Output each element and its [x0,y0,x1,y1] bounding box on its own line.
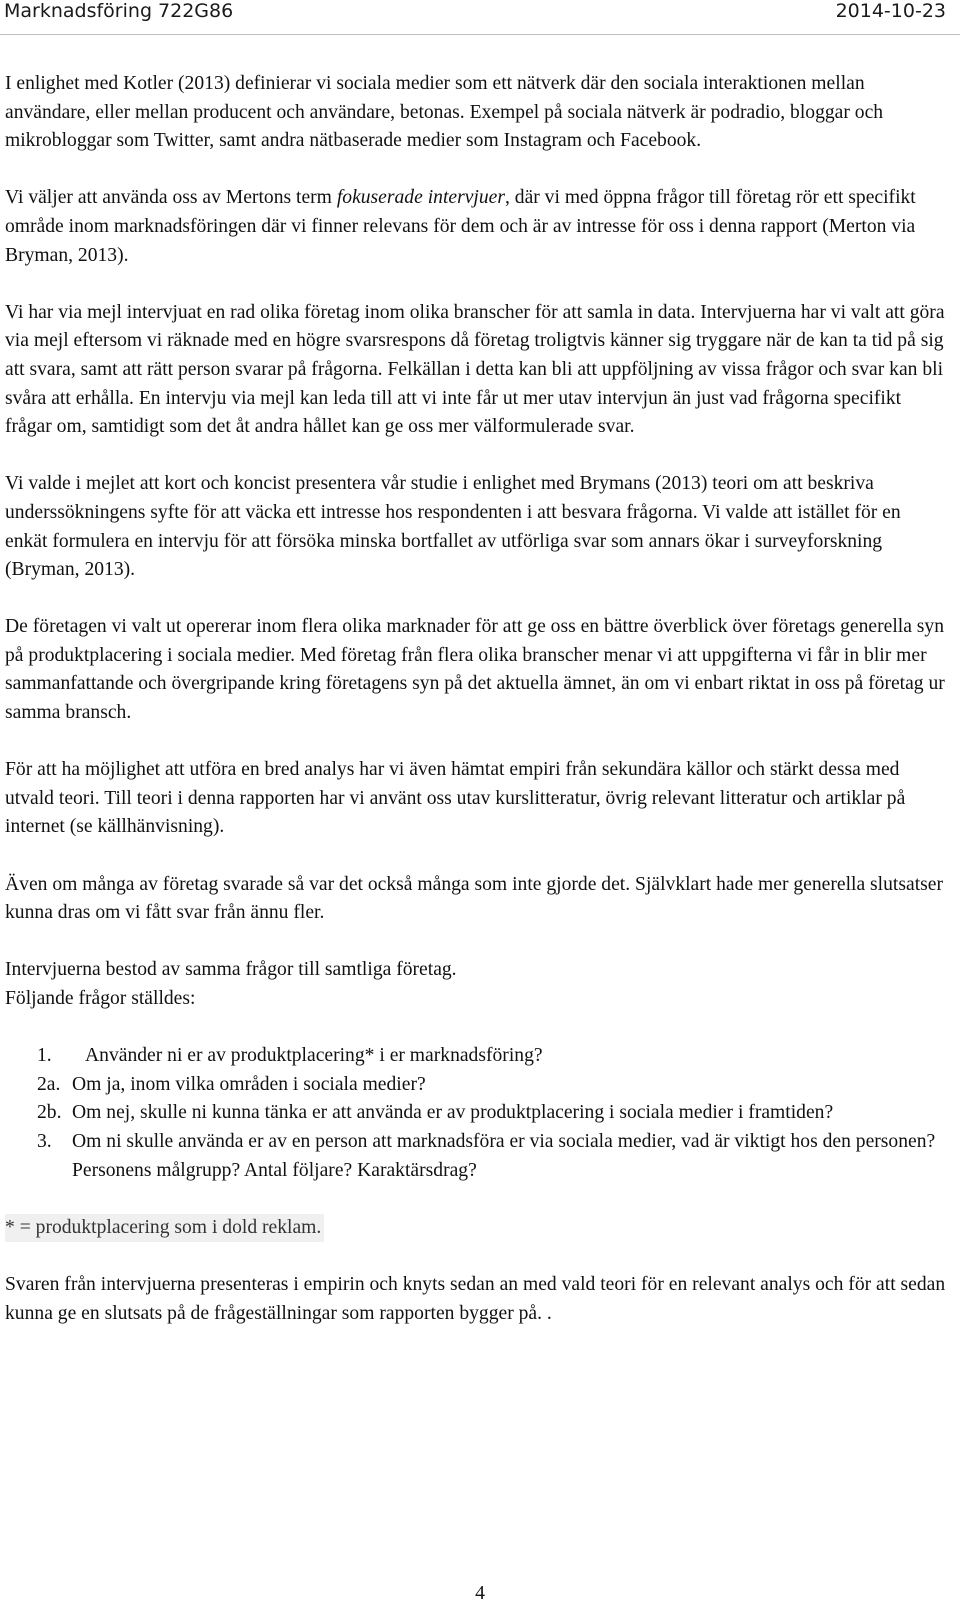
paragraph-conclusion: Svaren från intervjuerna presenteras i empirin och knyts sedan an med vald teori för en relevant analys och för att sedan kunna ge en slutsats på de frågeställningar som rapporten bygger på. . [5,1273,946,1324]
paragraph-response-rate: Även om många av företag svarade så var det också många som inte gjorde det. Självklart hade mer generella slutsatser kunna dras om vi fått svar från ännu fler. [5,873,943,924]
header-divider [0,34,960,35]
question-text: Om ni skulle använda er av en person att marknadsföra er via sociala medier, vad är viktigt hos den personen? Personens målgrupp? Antal följare? Karaktärsdrag? [72,1130,936,1181]
intro-line: Följande frågor ställdes: [5,988,196,1009]
list-item [5,1099,946,1128]
header-date: 2014-10-23 [835,0,946,22]
question-text: Använder ni er av produktplacering* i er marknadsföring? [85,1045,543,1067]
paragraph-study-presentation: Vi valde i mejlet att kort och koncist presentera vår studie i enlighet med Brymans (2013) teori om att beskriva underssökningens syfte för att väcka ett intresse hos respondenten i att besvara frågorna. Vi valde att istället för en enkät formulera en intervju för att försöka minska bortfallet av utförliga svar som annars ökar i surveyforskning (Bryman, 2013). [5,473,901,581]
footnote: * = produktplacering som i dold reklam. [5,1214,324,1243]
question-list [5,1042,946,1185]
paragraph-company-selection: De företagen vi valt ut opererar inom flera olika marknader för att ge oss en bättre överblick över företags generella syn på produktplacering i sociala medier. Med företag från flera olika branscher menar vi att uppgifterna vi får in blir mer sammanfattande och övergripande kring företagens syn på det aktuella ämnet, än om vi enbart riktat in oss på företag ur samma bransch. [5,616,945,724]
question-number: 2b. [37,1102,62,1124]
paragraph-social-media-definition: I enlighet med Kotler (2013) definierar vi sociala medier som ett nätverk där den sociala interaktionen mellan användare, eller mellan producent och användare, betonas. Exempel på sociala nätverk är podradio, bloggar och mikrobloggar som Twitter, samt andra nätbaserade medier som Instagram och Facebook. [5,73,884,152]
list-item [5,1071,946,1100]
question-number: 1. [37,1045,52,1067]
paragraph-email-interviews: Vi har via mejl intervjuat en rad olika företag inom olika branscher för att samla in data. Intervjuerna har vi valt att göra via mejl eftersom vi räknade med en högre svarsrespons då företag troligtvis känner sig tryggare när de kan ta tid på sig att svara, samt att rätt person svarar på frågorna. Felkällan i detta kan bli att uppföljning av vissa frågor och svar kan bli svåra att erhålla. En intervju via mejl kan leda till att vi inte får ut mer utav intervjun än just vad frågorna specifikt frågar om, samtidigt som det åt andra hållet kan ge oss mer välformulerade svar. [5,301,945,438]
question-number: 2a. [37,1073,61,1095]
list-item [5,1042,946,1071]
italic-term: fokuserade intervjuer [336,187,505,209]
paragraph-interview-intro [5,956,946,1013]
page-header [4,0,946,26]
question-text: Om nej, skulle ni kunna tänka er att använda er av produktplacering i sociala medier i framtiden? [72,1102,834,1124]
intro-line: Intervjuerna bestod av samma frågor till samtliga företag. [5,959,457,981]
paragraph-text: Vi väljer att använda oss av Mertons term [5,187,337,209]
question-text: Om ja, inom vilka områden i sociala medier? [72,1073,426,1095]
paragraph-text: , där vi med öppna frågor till företag rör ett specifikt område inom marknadsföringen där vi finner relevans för dem och är av intresse för oss i denna rapport (Merton via Bryman, 2013). [5,187,916,266]
list-item [5,1128,946,1185]
paragraph-secondary-sources: För att ha möjlighet att utföra en bred analys har vi även hämtat empiri från sekundära källor och stärkt dessa med utvald teori. Till teori i denna rapporten har vi använt oss utav kurslitteratur, övrig relevant litteratur och artiklar på internet (se källhänvisning). [5,759,906,838]
paragraph-focused-interviews [5,184,946,270]
question-number: 3. [37,1130,52,1152]
document-body [5,70,946,1328]
header-course: Marknadsföring 722G86 [4,0,234,22]
page-number: 4 [475,1583,485,1604]
